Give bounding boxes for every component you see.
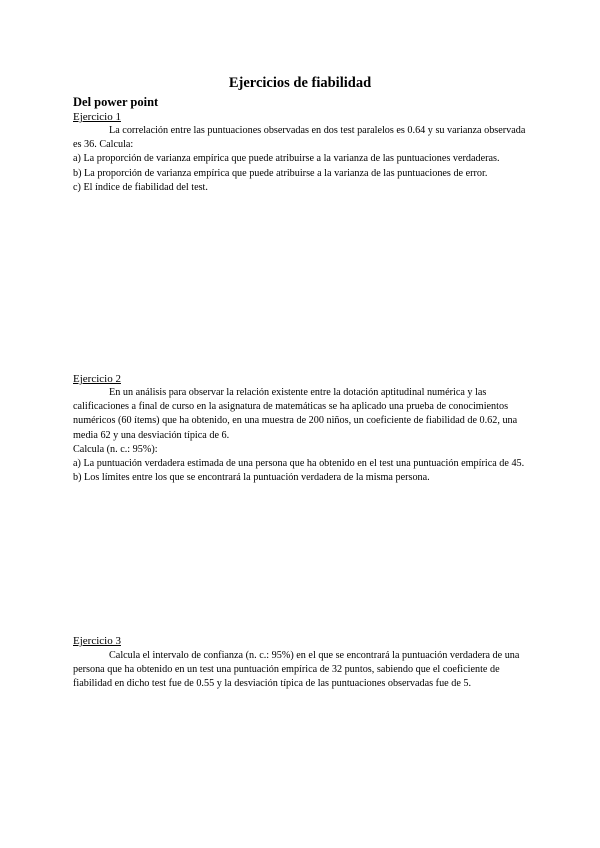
exercise-2-heading: Ejercicio 2	[73, 373, 121, 385]
exercise-2-statement: En un análisis para observar la relación existente entre la dotación aptitudinal numérica y las calificaciones a final de curso en la asignatura de matemáticas se ha aplicado una prueba de conocimientos numéricos (60 ítems) que ha obtenido, en una muestra de 200 niños, un coeficiente de fiabilidad de 0.62, una media 62 y una desviación típica de 6.	[73, 387, 518, 441]
exercise-1-item-c: c) El índice de fiabilidad del test.	[73, 181, 208, 193]
section-subheading: Del power point	[73, 95, 159, 109]
exercise-1-statement: La correlación entre las puntuaciones observadas en dos test paralelos es 0.64 y su varianza observada es 36. Calcula:	[73, 125, 526, 151]
exercise-1-heading: Ejercicio 1	[73, 111, 121, 123]
exercise-2-item-b: b) Los límites entre los que se encontrará la puntuación verdadera de la misma persona.	[73, 472, 430, 484]
exercise-2-body	[73, 386, 528, 485]
exercise-1-body	[73, 124, 528, 195]
exercise-2-item-a: a) La puntuación verdadera estimada de una persona que ha obtenido en el test una puntuación empírica de 45.	[73, 458, 525, 470]
exercise-1-item-a: a) La proporción de varianza empírica que puede atribuirse a la varianza de las puntuaciones verdaderas.	[73, 153, 500, 165]
document-title: Ejercicios de fiabilidad	[228, 75, 372, 91]
exercise-3-heading: Ejercicio 3	[73, 635, 121, 647]
exercise-3-statement: Calcula el intervalo de confianza (n. c.: 95%) en el que se encontrará la puntuación verdadera de una persona que ha obtenido en un test una puntuación empírica de 32 puntos, sabiendo que el coeficiente de fiabilidad en dicho test fue de 0.55 y la desviación típica de las puntuaciones observadas fue de 5.	[73, 650, 520, 690]
exercise-3-body	[73, 649, 528, 692]
exercise-1-item-b: b) La proporción de varianza empírica que puede atribuirse a la varianza de las puntuaciones de error.	[73, 167, 488, 179]
exercise-2-calcula: Calcula (n. c.: 95%):	[73, 443, 158, 455]
